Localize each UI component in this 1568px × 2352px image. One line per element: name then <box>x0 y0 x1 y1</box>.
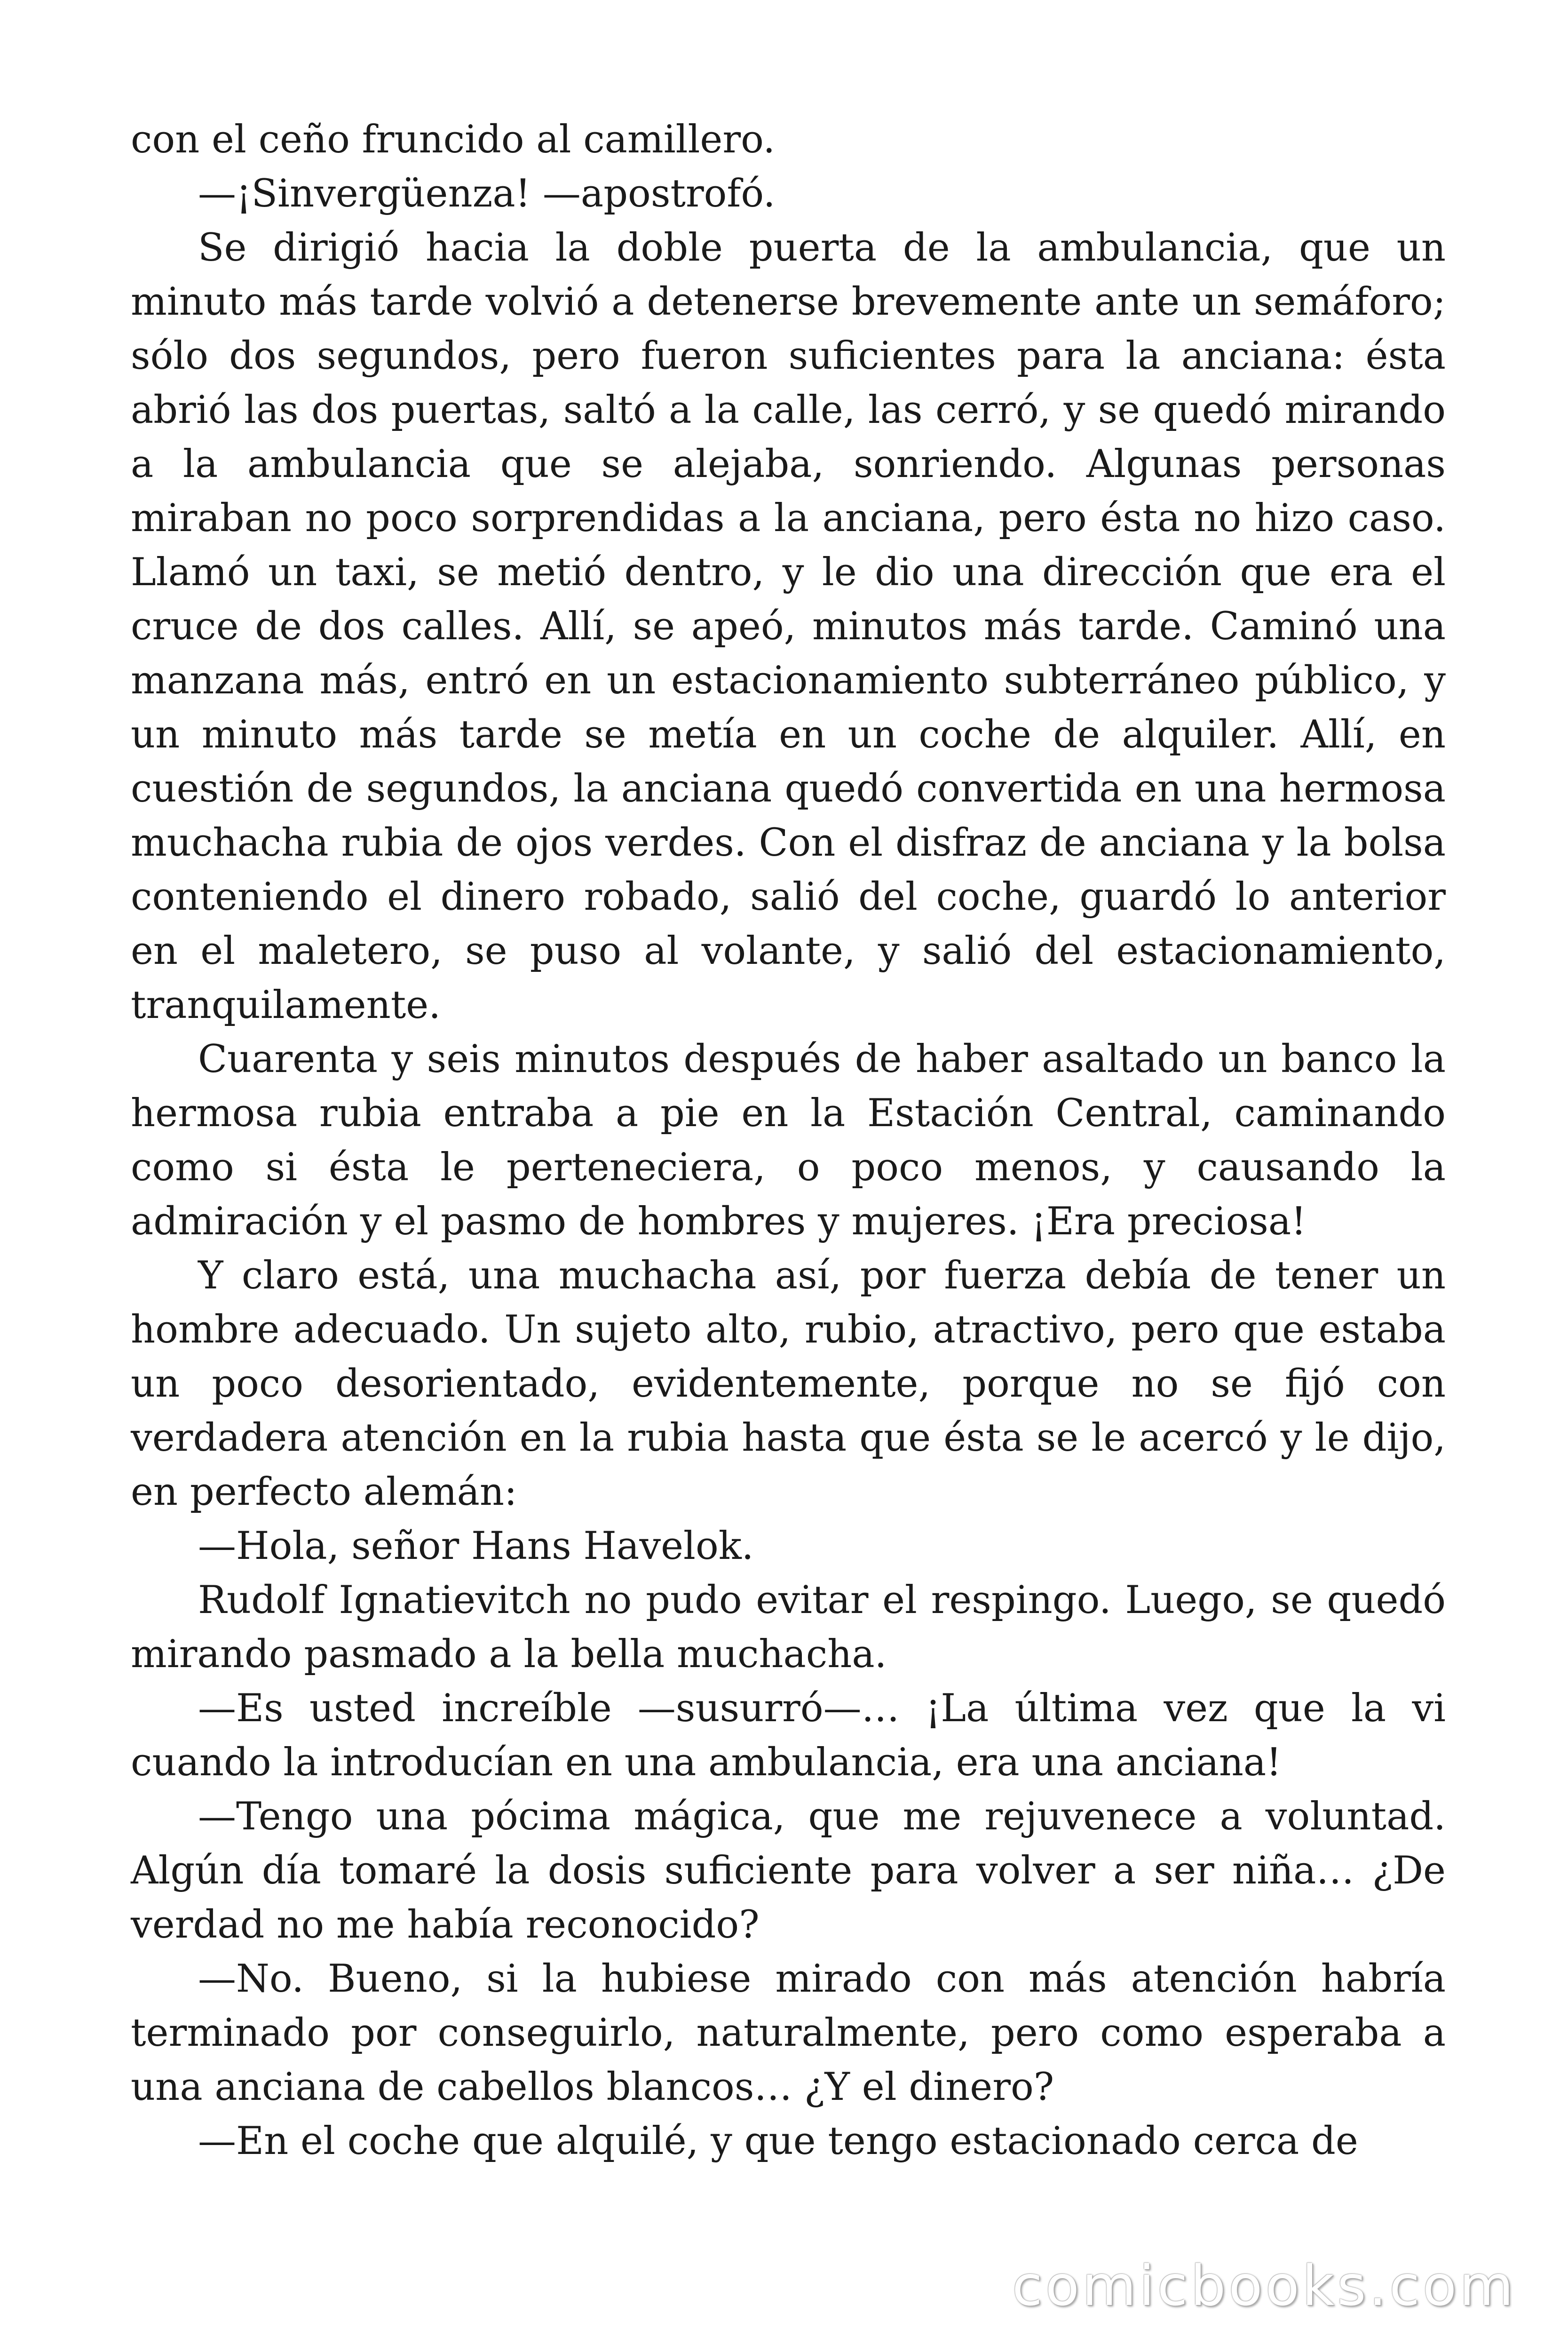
paragraph-4: Cuarenta y seis minutos después de haber asaltado un banco la hermosa rubia entraba a pie en la Estación Central, caminando como si ésta le perteneciera, o poco menos, y causando la admiración y el pasmo de hombres y mujeres. ¡Era preciosa! <box>131 1037 1446 1244</box>
paragraph-11: —En el coche que alquilé, y que tengo estacionado cerca de <box>198 2119 1358 2163</box>
paragraph-10: —No. Bueno, si la hubiese mirado con más atención habría terminado por conseguirlo, naturalmente, pero como esperaba a una anciana de cabellos blancos… ¿Y el dinero? <box>131 1957 1446 2109</box>
paragraph-6: —Hola, señor Hans Havelok. <box>198 1524 754 1568</box>
paragraph-5: Y claro está, una muchacha así, por fuerza debía de tener un hombre adecuado. Un sujeto alto, rubio, atractivo, pero que estaba un poco desorientado, evidentemente, porque no se fijó con verdadera atención en la rubia hasta que ésta se le acercó y le dijo, en perfecto alemán: <box>131 1254 1446 1514</box>
paragraph-9: —Tengo una pócima mágica, que me rejuvenece a voluntad. Algún día tomaré la dosis suficiente para volver a ser niña… ¿De verdad no me había reconocido? <box>131 1795 1446 1947</box>
page-text <box>131 113 1446 2169</box>
watermark: comicbooks.com <box>1012 2253 1516 2318</box>
paragraph-2: —¡Sinvergüenza! —apostrofó. <box>198 172 776 216</box>
paragraph-7: Rudolf Ignatievitch no pudo evitar el respingo. Luego, se quedó mirando pasmado a la bella muchacha. <box>131 1578 1446 1677</box>
paragraph-3: Se dirigió hacia la doble puerta de la ambulancia, que un minuto más tarde volvió a detenerse brevemente ante un semáforo; sólo dos segundos, pero fueron suficientes para la anciana: ésta abrió las dos puertas, saltó a la calle, las cerró, y se quedó mirando a la ambulancia que se alejaba, sonriendo. Algunas personas miraban no poco sorprendidas a la anciana, pero ésta no hizo caso. Llamó un taxi, se metió dentro, y le dio una dirección que era el cruce de dos calles. Allí, se apeó, minutos más tarde. Caminó una manzana más, entró en un estacionamiento subterráneo público, y un minuto más tarde se metía en un coche de alquiler. Allí, en cuestión de segundos, la anciana quedó convertida en una hermosa muchacha rubia de ojos verdes. Con el disfraz de anciana y la bolsa conteniendo el dinero robado, salió del coche, guardó lo anterior en el maletero, se puso al volante, y salió del estacionamiento, tranquilamente. <box>131 226 1446 1027</box>
paragraph-1: con el ceño fruncido al camillero. <box>131 118 776 162</box>
paragraph-8: —Es usted increíble —susurró—… ¡La última vez que la vi cuando la introducían en una ambulancia, era una anciana! <box>131 1686 1446 1785</box>
